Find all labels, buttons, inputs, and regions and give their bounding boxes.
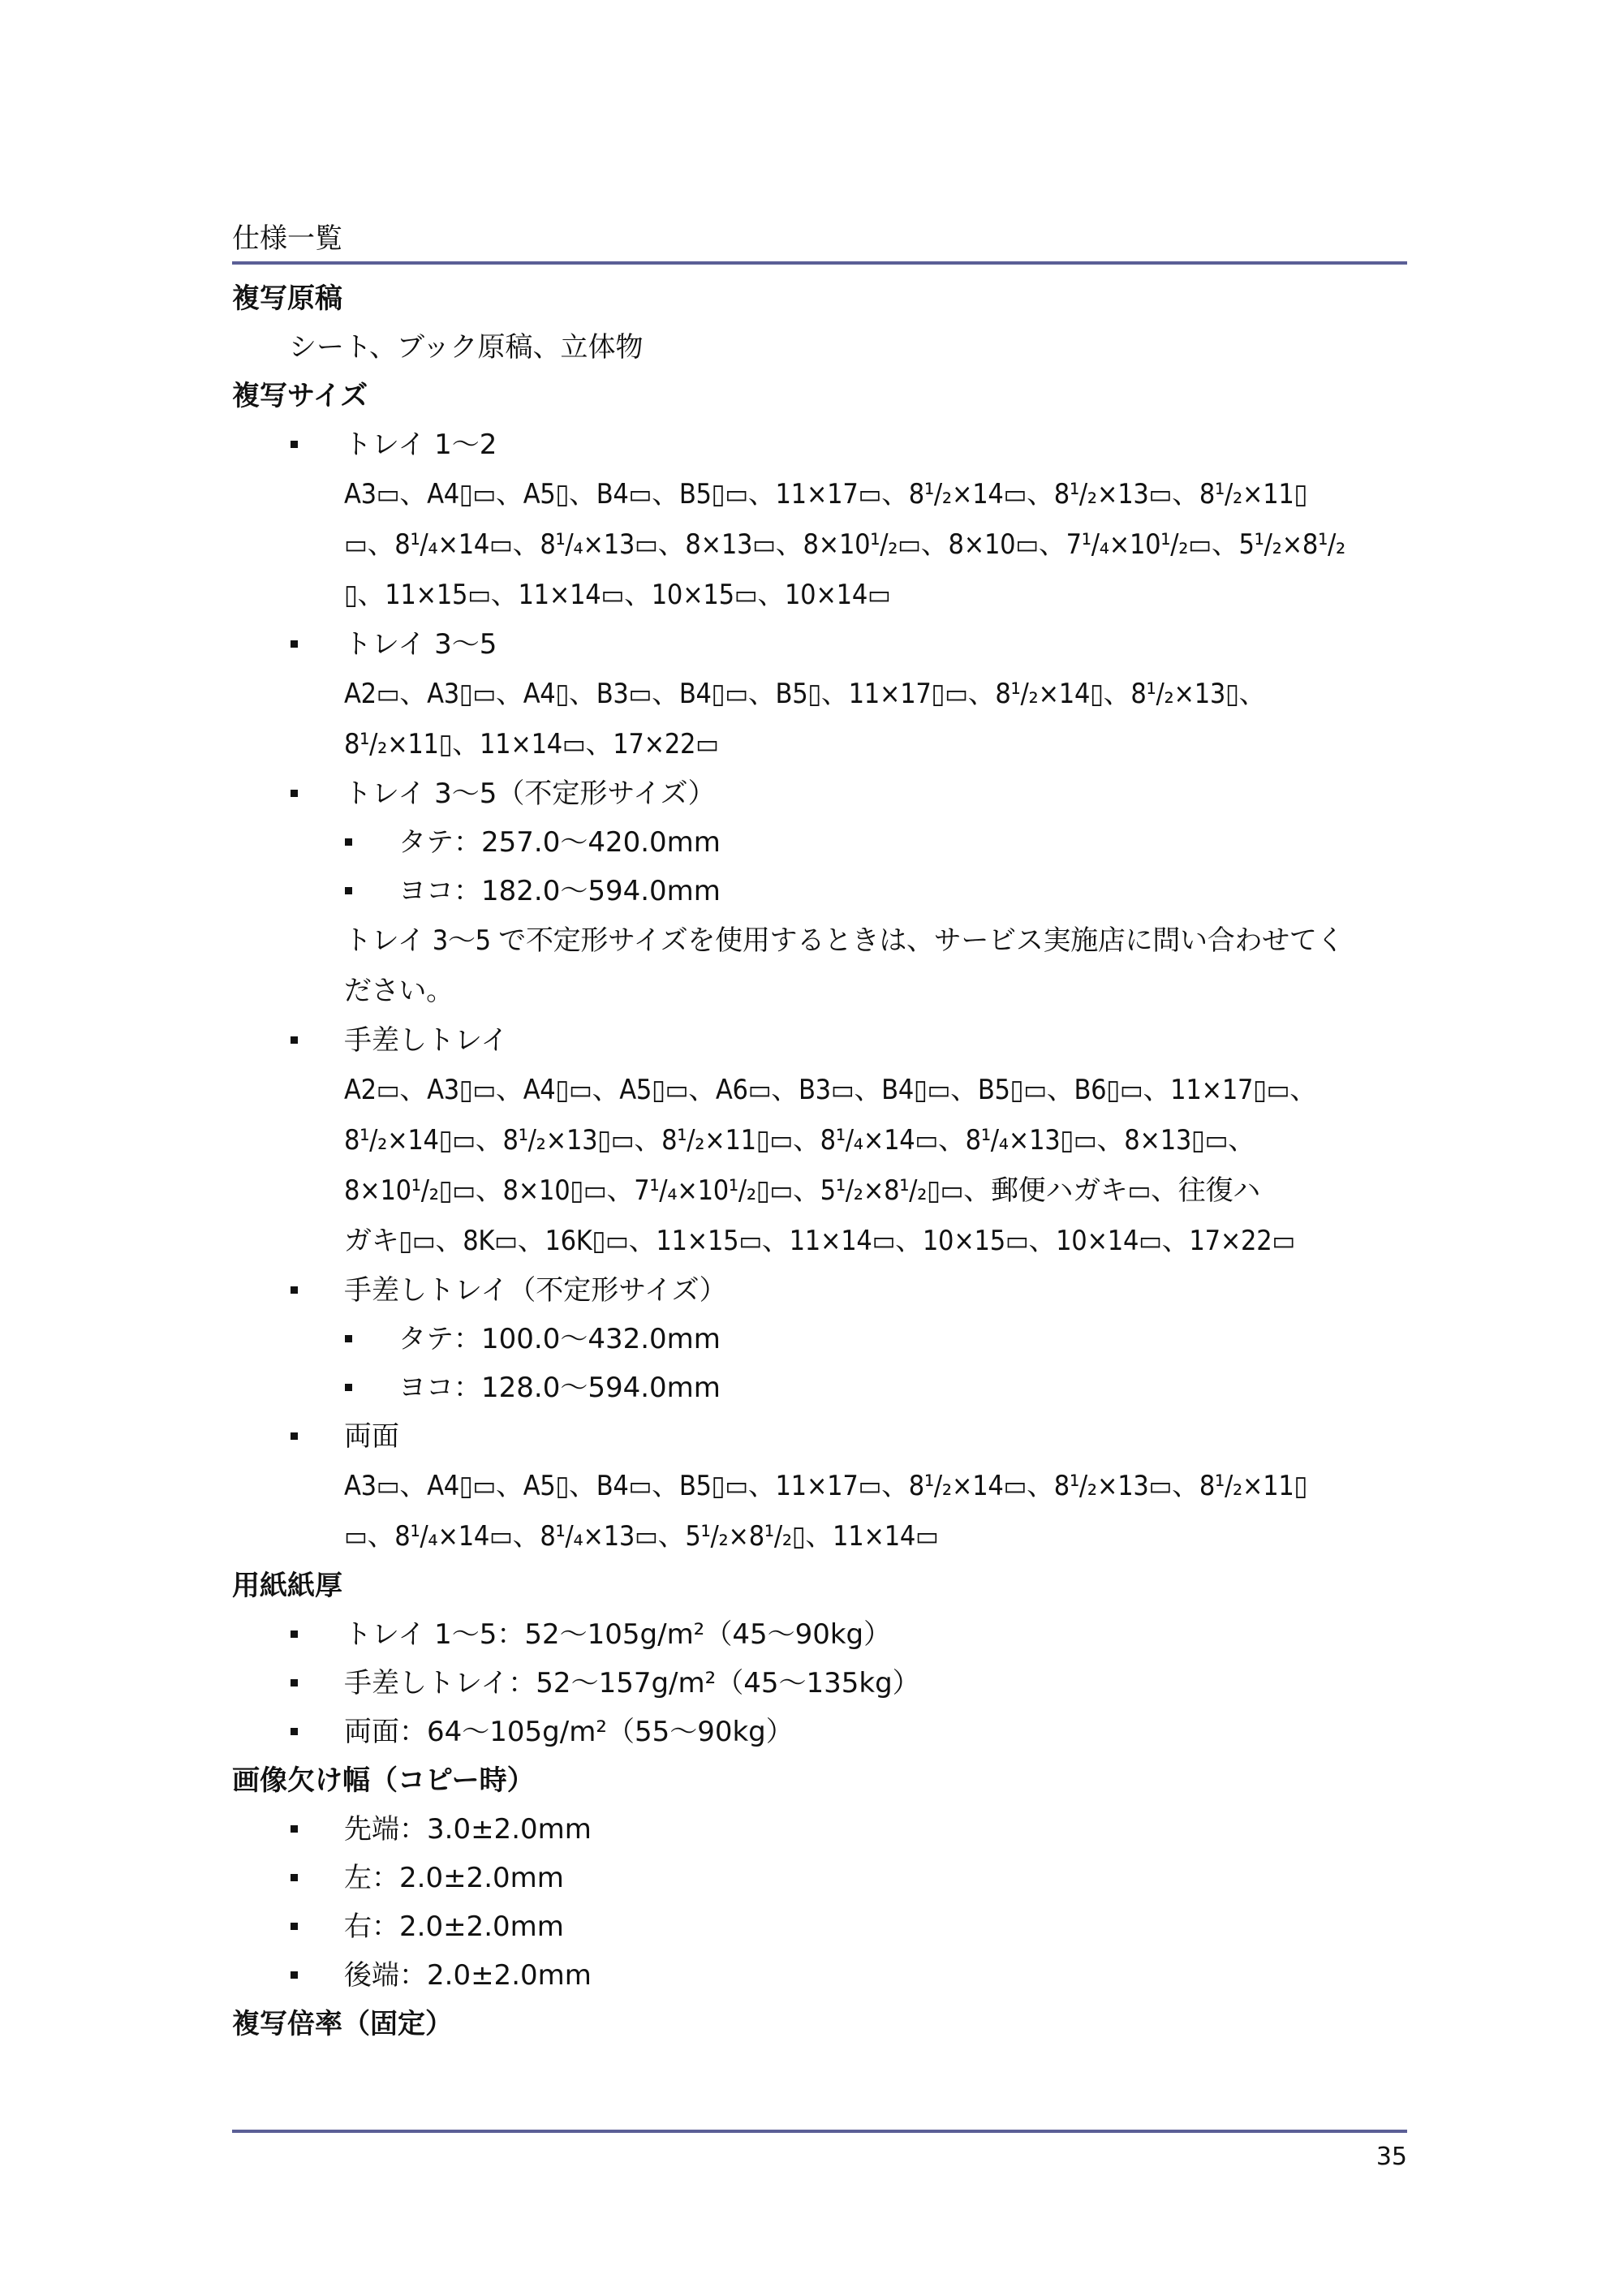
bypass-sizes-line: A2▭、A3▯▭、A4▯▭、A5▯▭、A6▭、B3▭、B4▯▭、B5▯▭、B6▯▭、11×17▯▭、 (344, 1074, 1317, 1106)
spec-content (232, 274, 1407, 2048)
section-heading-paper-weight: 用紙紙厚 (232, 1570, 342, 1602)
footer-divider (232, 2130, 1407, 2133)
bypass-custom-tate: タテ：100.0～432.0mm (232, 1315, 1407, 1363)
paper-weight-bypass: 手差しトレイ：52～157g/m²（45～135kg） (232, 1659, 1407, 1708)
tray35-custom-note: トレイ 3～5 で不定形サイズを使用するときは、サービス実施店に問い合わせてく (344, 924, 1345, 957)
tray12-sizes-line: A3▭、A4▯▭、A5▯、B4▭、B5▯▭、11×17▭、8¹/₂×14▭、8¹/₂×13▭、8¹/₂×11▯ (344, 478, 1308, 510)
bypass-sizes-line: ガキ▯▭、8K▭、16K▯▭、11×15▭、11×14▭、10×15▭、10×14▭、17×22▭ (344, 1225, 1295, 1257)
duplex-sizes-line: A3▭、A4▯▭、A5▯、B4▭、B5▯▭、11×17▭、8¹/₂×14▭、8¹/₂×13▭、8¹/₂×11▯ (344, 1470, 1308, 1502)
section-heading-image-loss: 画像欠け幅（コピー時） (232, 1764, 535, 1797)
page-header (232, 216, 1407, 265)
bypass-custom-yoko: ヨコ：128.0～594.0mm (232, 1363, 1407, 1412)
image-loss-left: 左：2.0±2.0mm (232, 1854, 1407, 1902)
bypass-label: 手差しトレイ (232, 1016, 1407, 1065)
tray12-sizes-line: ▯、11×15▭、11×14▭、10×15▭、10×14▭ (344, 579, 891, 611)
tray35-label: トレイ 3～5 (232, 620, 1407, 669)
tray12-sizes-line: ▭、8¹/₄×14▭、8¹/₄×13▭、8×13▭、8×10¹/₂▭、8×10▭、7¹/₄×10¹/₂▭、5¹/₂×8¹/₂ (344, 528, 1345, 561)
tray35-custom-note: ださい。 (344, 975, 454, 1007)
page-header-title: 仕様一覧 (232, 222, 342, 255)
copy-original-text: シート、ブック原稿、立体物 (289, 331, 644, 364)
image-loss-leading: 先端：3.0±2.0mm (232, 1805, 1407, 1854)
section-heading-magnification: 複写倍率（固定） (232, 2008, 453, 2040)
tray35-custom-label: トレイ 3～5（不定形サイズ） (232, 769, 1407, 818)
page-number: 35 (1375, 2143, 1407, 2171)
paper-weight-duplex: 両面：64～105g/m²（55～90kg） (232, 1708, 1407, 1756)
bypass-sizes-line: 8¹/₂×14▯▭、8¹/₂×13▯▭、8¹/₂×11▯▭、8¹/₄×14▭、8¹/₄×13▯▭、8×13▯▭、 (344, 1124, 1255, 1157)
tray12-label: トレイ 1～2 (232, 420, 1407, 469)
duplex-label: 両面 (232, 1412, 1407, 1461)
image-loss-trailing: 後端：2.0±2.0mm (232, 1951, 1407, 2000)
bypass-sizes-line: 8×10¹/₂▯▭、8×10▯▭、7¹/₄×10¹/₂▯▭、5¹/₂×8¹/₂▯▭、郵便ハガキ▭、往復ハ (344, 1174, 1260, 1207)
paper-weight-tray15: トレイ 1～5：52～105g/m²（45～90kg） (232, 1610, 1407, 1659)
bypass-custom-label: 手差しトレイ（不定形サイズ） (232, 1266, 1407, 1315)
tray35-custom-yoko: ヨコ：182.0～594.0mm (232, 867, 1407, 915)
tray35-sizes-line: A2▭、A3▯▭、A4▯、B3▭、B4▯▭、B5▯、11×17▯▭、8¹/₂×14▯、8¹/₂×13▯、 (344, 678, 1267, 710)
duplex-sizes-line: ▭、8¹/₄×14▭、8¹/₄×13▭、5¹/₂×8¹/₂▯、11×14▭ (344, 1520, 939, 1553)
section-heading-copy-size: 複写サイズ (232, 380, 368, 412)
image-loss-right: 右：2.0±2.0mm (232, 1902, 1407, 1951)
tray35-custom-tate: タテ：257.0～420.0mm (232, 818, 1407, 867)
tray35-sizes-line: 8¹/₂×11▯、11×14▭、17×22▭ (344, 728, 719, 760)
section-heading-copy-original: 複写原稿 (232, 282, 342, 315)
